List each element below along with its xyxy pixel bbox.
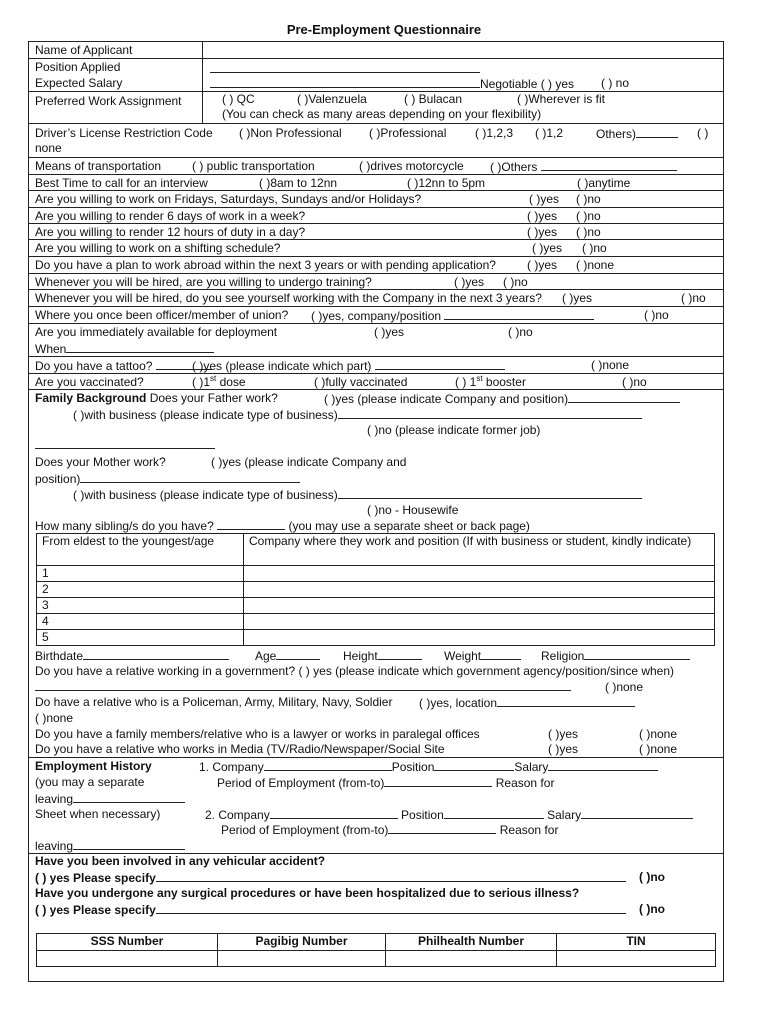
license-label: Driver’s License Restriction Code: [35, 126, 213, 140]
question-row: [29, 290, 723, 307]
employment-note: (you may a separate: [35, 775, 145, 789]
father-business[interactable]: ( )with business (please indicate type of business): [73, 408, 338, 422]
company1-input[interactable]: [264, 759, 392, 771]
best-time-row: [29, 175, 723, 191]
sibling-row-input[interactable]: [244, 566, 715, 582]
position-salary-row: [29, 59, 723, 92]
answer-yes[interactable]: ( )yes: [527, 225, 557, 239]
sibling-row-input[interactable]: [244, 582, 715, 598]
answer-no[interactable]: ( )no: [644, 308, 669, 322]
mother-position: position): [35, 472, 81, 486]
media-none[interactable]: ( )none: [639, 742, 678, 756]
ids-table: [36, 933, 716, 967]
company2-salary-input[interactable]: [581, 807, 693, 819]
age-label: Age: [255, 649, 277, 663]
religion-label: Religion: [541, 649, 585, 663]
section-divider: [29, 757, 723, 758]
license-row: [29, 124, 723, 158]
position-input[interactable]: [210, 61, 480, 73]
work-assignment-row: [29, 92, 723, 124]
siblings-col-header: From eldest to the youngest/age: [37, 534, 244, 566]
deploy-when: When: [35, 342, 67, 356]
mother-business[interactable]: ( )with business (please indicate type of business): [73, 488, 338, 502]
sibling-row-input[interactable]: [244, 614, 715, 630]
transport-others[interactable]: ( )Others: [490, 160, 538, 174]
question-row: [29, 224, 723, 240]
media-yes[interactable]: ( )yes: [548, 742, 578, 756]
answer-yes[interactable]: ( )yes: [562, 291, 592, 305]
work-label: Preferred Work Assignment: [35, 94, 182, 108]
company2-label: 2. Company: [205, 808, 270, 822]
surgery-question: Have you undergone any surgical procedures or have been hospitalized due to serious illness?: [35, 886, 580, 900]
license-none-box[interactable]: ( ): [697, 126, 709, 140]
company1-position-label: Position: [391, 760, 435, 774]
answer-yes[interactable]: ( )yes: [527, 258, 557, 272]
salary-input[interactable]: [210, 76, 480, 88]
company1-reason-label: Reason for: [495, 776, 555, 790]
father-yes[interactable]: ( )yes (please indicate Company and position): [324, 392, 569, 406]
vaccine-booster[interactable]: ( ) 1st booster: [455, 374, 526, 389]
sibling-row-number: 5: [37, 630, 244, 646]
mother-question: Does your Mother work?: [35, 455, 166, 469]
answer-yes[interactable]: ( )yes, company/position: [311, 309, 442, 323]
tattoo-none[interactable]: ( )none: [591, 358, 630, 372]
surgery-yes[interactable]: ( ) yes Please specify: [35, 903, 156, 917]
best-time-anytime[interactable]: ( )anytime: [577, 176, 631, 190]
answer-yes[interactable]: ( )yes: [527, 209, 557, 223]
tin-header: TIN: [557, 934, 716, 951]
company2-leaving-label: leaving: [35, 839, 74, 853]
company2-period-label: Period of Employment (from-to): [221, 823, 389, 837]
name-label: Name of Applicant: [35, 43, 133, 57]
flex-note: (You can check as many areas depending on your flexibility): [222, 107, 542, 121]
negotiable-yes[interactable]: Negotiable ( ) yes: [480, 77, 575, 91]
religion-input[interactable]: [584, 648, 690, 660]
birthdate-label: Birthdate: [35, 649, 84, 663]
police-none[interactable]: ( )none: [35, 711, 74, 725]
company2-period-input[interactable]: [388, 822, 496, 834]
vaccine-row: [29, 374, 723, 390]
license-123[interactable]: ( )1,2,3: [475, 126, 514, 140]
question-text: Are you willing to render 12 hours of duty in a day?: [35, 225, 306, 239]
pagibig-header: Pagibig Number: [218, 934, 386, 951]
sibling-row-number: 1: [37, 566, 244, 582]
position-label: Position Applied: [35, 60, 121, 74]
siblings-question: How many sibling/s do you have?: [35, 519, 214, 533]
sss-input[interactable]: [37, 951, 218, 967]
option-qc[interactable]: ( ) QC: [222, 92, 255, 106]
license-others[interactable]: Others): [596, 127, 637, 141]
media-question: Do you have a relative who works in Media (TV/Radio/Newspaper/Social Site: [35, 742, 445, 756]
company2-salary-label: Salary: [547, 808, 582, 822]
name-input[interactable]: [209, 42, 719, 58]
form-title: Pre-Employment Questionnaire: [286, 22, 482, 37]
question-text: Whenever you will be hired, are you willing to undergo training?: [35, 275, 372, 289]
question-row: [29, 307, 723, 324]
question-text: Are you willing to render 6 days of work in a week?: [35, 209, 306, 223]
question-text: Are you willing to work on Fridays, Saturdays, Sundays and/or Holidays?: [35, 192, 422, 206]
family-heading: Family Background: [35, 391, 147, 405]
deployment-row: [29, 324, 723, 357]
sibling-row-number: 4: [37, 614, 244, 630]
company2-position-input[interactable]: [444, 807, 544, 819]
father-no[interactable]: ( )no (please indicate former job): [367, 423, 541, 437]
company1-position-input[interactable]: [434, 759, 514, 771]
form-frame: [28, 41, 724, 982]
employment-note-sheet: Sheet when necessary): [35, 807, 161, 821]
tattoo-question: Do you have a tattoo?: [35, 359, 153, 373]
company2-leaving-input[interactable]: [73, 838, 185, 850]
transport-label: Means of transportation: [35, 159, 162, 173]
sibling-row-number: 3: [37, 598, 244, 614]
tattoo-row: [29, 357, 723, 374]
lawyer-yes[interactable]: ( )yes: [548, 727, 578, 741]
answer-yes[interactable]: ( )yes: [532, 241, 562, 255]
deploy-when-input[interactable]: [66, 341, 214, 353]
question-row: [29, 191, 723, 208]
accident-yes[interactable]: ( ) yes Please specify: [35, 871, 156, 885]
license-12[interactable]: ( )1,2: [535, 126, 564, 140]
father-former-job-input[interactable]: [35, 437, 215, 449]
employment-note-leaving: leaving: [35, 792, 74, 806]
age-input[interactable]: [276, 648, 320, 660]
surgery-no[interactable]: ( )no: [639, 902, 665, 916]
vaccine-question: Are you vaccinated?: [35, 375, 144, 389]
question-row: [29, 274, 723, 290]
company1-salary-label: Salary: [514, 760, 549, 774]
salary-label: Expected Salary: [35, 76, 123, 90]
license-pro[interactable]: ( )Professional: [369, 126, 447, 140]
negotiable-no[interactable]: ( ) no: [601, 76, 630, 90]
option-valenzuela[interactable]: ( )Valenzuela: [297, 92, 367, 106]
birthdate-input[interactable]: [83, 648, 229, 660]
height-label: Height: [343, 649, 378, 663]
answer-yes[interactable]: ( )yes: [529, 192, 559, 206]
answer-no[interactable]: ( )no: [582, 241, 607, 255]
mother-yes[interactable]: ( )yes (please indicate Company and: [211, 455, 407, 469]
license-nonpro[interactable]: ( )Non Professional: [239, 126, 342, 140]
option-bulacan[interactable]: ( ) Bulacan: [404, 92, 463, 106]
deploy-yes[interactable]: ( )yes: [374, 325, 404, 339]
license-none: none: [35, 141, 62, 155]
transport-public[interactable]: ( ) public transportation: [192, 159, 315, 173]
transport-motorcycle[interactable]: ( )drives motorcycle: [359, 159, 464, 173]
question-row: [29, 240, 723, 257]
company2-input[interactable]: [270, 807, 398, 819]
tin-input[interactable]: [557, 951, 716, 967]
answer-no[interactable]: ( )no: [576, 192, 601, 206]
sibling-row-number: 2: [37, 582, 244, 598]
lawyer-none[interactable]: ( )none: [639, 727, 678, 741]
deploy-no[interactable]: ( )no: [508, 325, 533, 339]
question-text: Whenever you will be hired, do you see yourself working with the Company in the next 3 years?: [35, 291, 542, 305]
answer-no[interactable]: ( )no: [681, 291, 706, 305]
siblings-col-header: Company where they work and position (If with business or student, kindly indicate): [244, 534, 715, 566]
best-time-afternoon[interactable]: ( )12nn to 5pm: [407, 176, 486, 190]
gov-relative-question: Do you have a relative working in a government? ( ) yes (please indicate which government agency/position/since when): [35, 664, 675, 678]
pagibig-input[interactable]: [218, 951, 386, 967]
answer-yes[interactable]: ( )yes: [454, 275, 484, 289]
option-wherever[interactable]: ( )Wherever is fit: [517, 92, 606, 106]
philhealth-header: Philhealth Number: [386, 934, 557, 951]
surgery-specify-input[interactable]: [156, 902, 626, 914]
sss-header: SSS Number: [37, 934, 218, 951]
vaccine-fully[interactable]: ( )fully vaccinated: [314, 375, 408, 389]
question-row: [29, 257, 723, 274]
employment-heading: Employment History: [35, 759, 152, 773]
question-row: [29, 208, 723, 224]
sibling-row-input[interactable]: [244, 598, 715, 614]
accident-no[interactable]: ( )no: [639, 870, 665, 884]
question-text: Do you have a plan to work abroad within the next 3 years or with pending application?: [35, 258, 496, 272]
accident-question: Have you been involved in any vehicular accident?: [35, 854, 326, 868]
gov-relative-input[interactable]: [35, 679, 571, 691]
question-text: Where you once been officer/member of union?: [35, 308, 289, 322]
question-text: Are you willing to work on a shifting schedule?: [35, 241, 281, 255]
police-yes[interactable]: ( )yes, location: [419, 696, 498, 710]
siblings-count-input[interactable]: [217, 518, 285, 530]
siblings-note: (you may use a separate sheet or back page): [288, 519, 530, 533]
deploy-question: Are you immediately available for deployment: [35, 325, 278, 339]
siblings-table: [36, 533, 715, 646]
best-time-label: Best Time to call for an interview: [35, 176, 208, 190]
height-input[interactable]: [378, 648, 422, 660]
company1-label: 1. Company: [199, 760, 264, 774]
gov-relative-none[interactable]: ( )none: [605, 680, 644, 694]
weight-input[interactable]: [481, 648, 521, 660]
answer-no[interactable]: ( )no: [576, 225, 601, 239]
answer-no[interactable]: ( )no: [576, 209, 601, 223]
company2-position-label: Position: [401, 808, 444, 822]
father-question: Does your Father work?: [149, 391, 278, 405]
answer-no[interactable]: ( )none: [576, 258, 615, 272]
vaccine-first-dose[interactable]: ( )1st dose: [192, 374, 246, 389]
philhealth-input[interactable]: [386, 951, 557, 967]
tattoo-yes[interactable]: ( )yes (please indicate which part): [192, 359, 372, 373]
company1-salary-input[interactable]: [548, 759, 658, 771]
vaccine-no[interactable]: ( )no: [622, 375, 647, 389]
lawyer-question: Do you have a family members/relative who is a lawyer or works in paralegal offices: [35, 727, 480, 741]
transport-row: [29, 158, 723, 175]
accident-specify-input[interactable]: [156, 870, 626, 882]
police-question: Do have a relative who is a Policeman, Army, Military, Navy, Soldier: [35, 695, 393, 709]
company1-period-label: Period of Employment (from-to): [217, 776, 385, 790]
best-time-morning[interactable]: ( )8am to 12nn: [259, 176, 338, 190]
company1-period-input[interactable]: [384, 775, 492, 787]
name-row: [29, 42, 723, 59]
sibling-row-input[interactable]: [244, 630, 715, 646]
mother-no[interactable]: ( )no - Housewife: [367, 503, 459, 517]
answer-no[interactable]: ( )no: [503, 275, 528, 289]
weight-label: Weight: [444, 649, 482, 663]
company2-reason-label: Reason for: [499, 823, 559, 837]
